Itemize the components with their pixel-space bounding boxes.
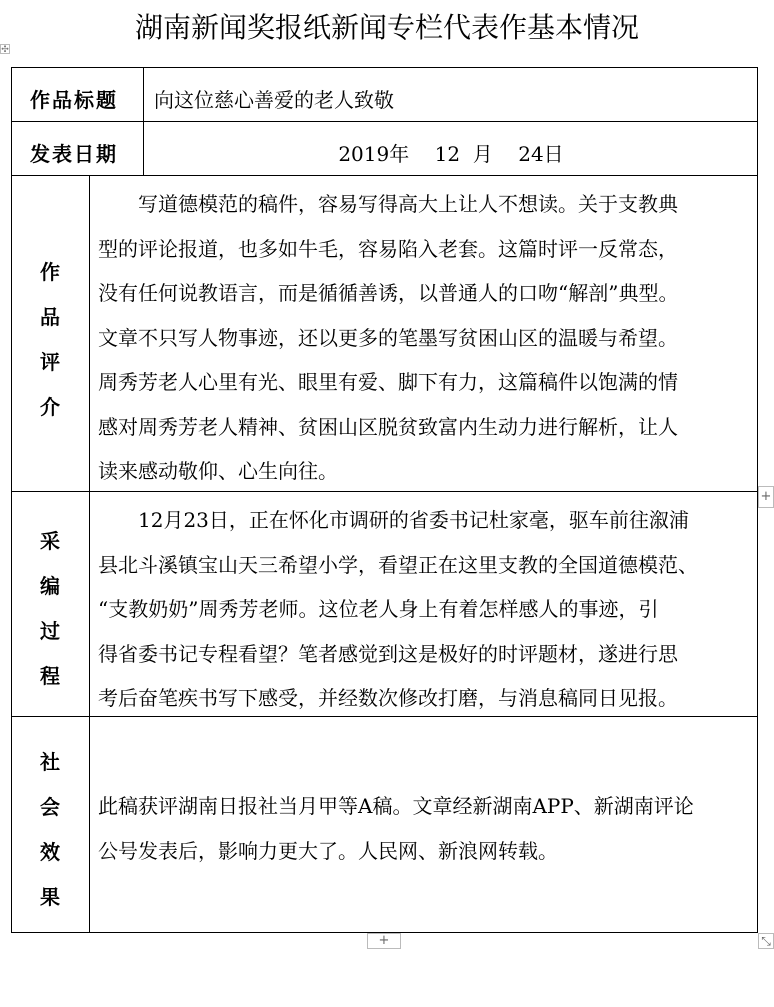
evaluation-text	[98, 182, 754, 494]
label-char: 评	[40, 350, 60, 374]
text-line: 得省委书记专程看望？笔者感觉到这是极好的时评题材，遂进行思	[98, 641, 678, 666]
column-divider	[89, 175, 90, 933]
label-char: 编	[40, 574, 60, 598]
add-column-button[interactable]: +	[758, 486, 774, 508]
text-line: 公号发表后，影响力更大了。人民网、新浪网转载。	[98, 838, 558, 863]
evaluation-label	[11, 250, 89, 430]
label-char: 社	[40, 750, 60, 774]
table-resize-handle-icon[interactable]: ⤡	[758, 933, 774, 949]
label-char: 程	[40, 664, 60, 688]
publish-date-label: 发表日期	[30, 142, 118, 166]
text-line: “支教奶奶”周秀芳老师。这位老人身上有着怎样感人的事迹，引	[98, 597, 659, 621]
text-line: 考后奋笔疾书写下感受，并经数次修改打磨，与消息稿同日见报。	[98, 686, 678, 710]
text-line: 周秀芳老人心里有光、眼里有爱、脚下有力，这篇稿件以饱满的情	[98, 370, 678, 394]
label-char: 品	[40, 305, 60, 329]
effect-label	[11, 740, 89, 920]
text-line: 没有任何说教语言，而是循循善诱，以普通人的口吻“解剖”典型。	[98, 281, 679, 305]
process-text	[98, 498, 754, 721]
page-title: 湖南新闻奖报纸新闻专栏代表作基本情况	[134, 11, 639, 44]
text-line: 县北斗溪镇宝山天三希望小学，看望正在这里支教的全国道德模范、	[98, 552, 698, 577]
table-move-handle-icon[interactable]: ✣	[1, 45, 9, 55]
effect-text	[98, 784, 754, 873]
row-divider	[11, 175, 758, 176]
text-line: 感对周秀芳老人精神、贫困山区脱贫致富内生动力进行解析，让人	[98, 414, 678, 439]
label-char: 过	[40, 619, 60, 643]
label-char: 果	[40, 885, 60, 909]
label-char: 会	[40, 795, 60, 819]
text-line: 12月23日，正在怀化市调研的省委书记杜家毫，驱车前往溆浦	[98, 508, 689, 532]
label-char: 介	[40, 395, 60, 419]
process-label	[11, 519, 89, 699]
text-line: 写道德模范的稿件，容易写得高大上让人不想读。关于支教典	[98, 192, 678, 216]
add-row-button[interactable]: +	[367, 933, 401, 949]
label-char: 效	[40, 840, 60, 864]
row-divider	[11, 121, 758, 122]
text-line: 此稿获评湖南日报社当月甲等A稿。文章经新湖南APP、新湖南评论	[98, 794, 694, 818]
publish-date-value: 2019年 12 月 24日	[338, 142, 564, 166]
work-title-value: 向这位慈心善爱的老人致敬	[154, 88, 394, 112]
text-line: 读来感动敬仰、心生向往。	[98, 459, 338, 483]
label-char: 采	[40, 529, 60, 553]
work-title-label: 作品标题	[30, 88, 118, 112]
label-char: 作	[40, 260, 60, 284]
text-line: 文章不只写人物事迹，还以更多的笔墨写贫困山区的温暖与希望。	[98, 325, 678, 350]
text-line: 型的评论报道，也多如牛毛，容易陷入老套。这篇时评一反常态，	[98, 236, 678, 261]
